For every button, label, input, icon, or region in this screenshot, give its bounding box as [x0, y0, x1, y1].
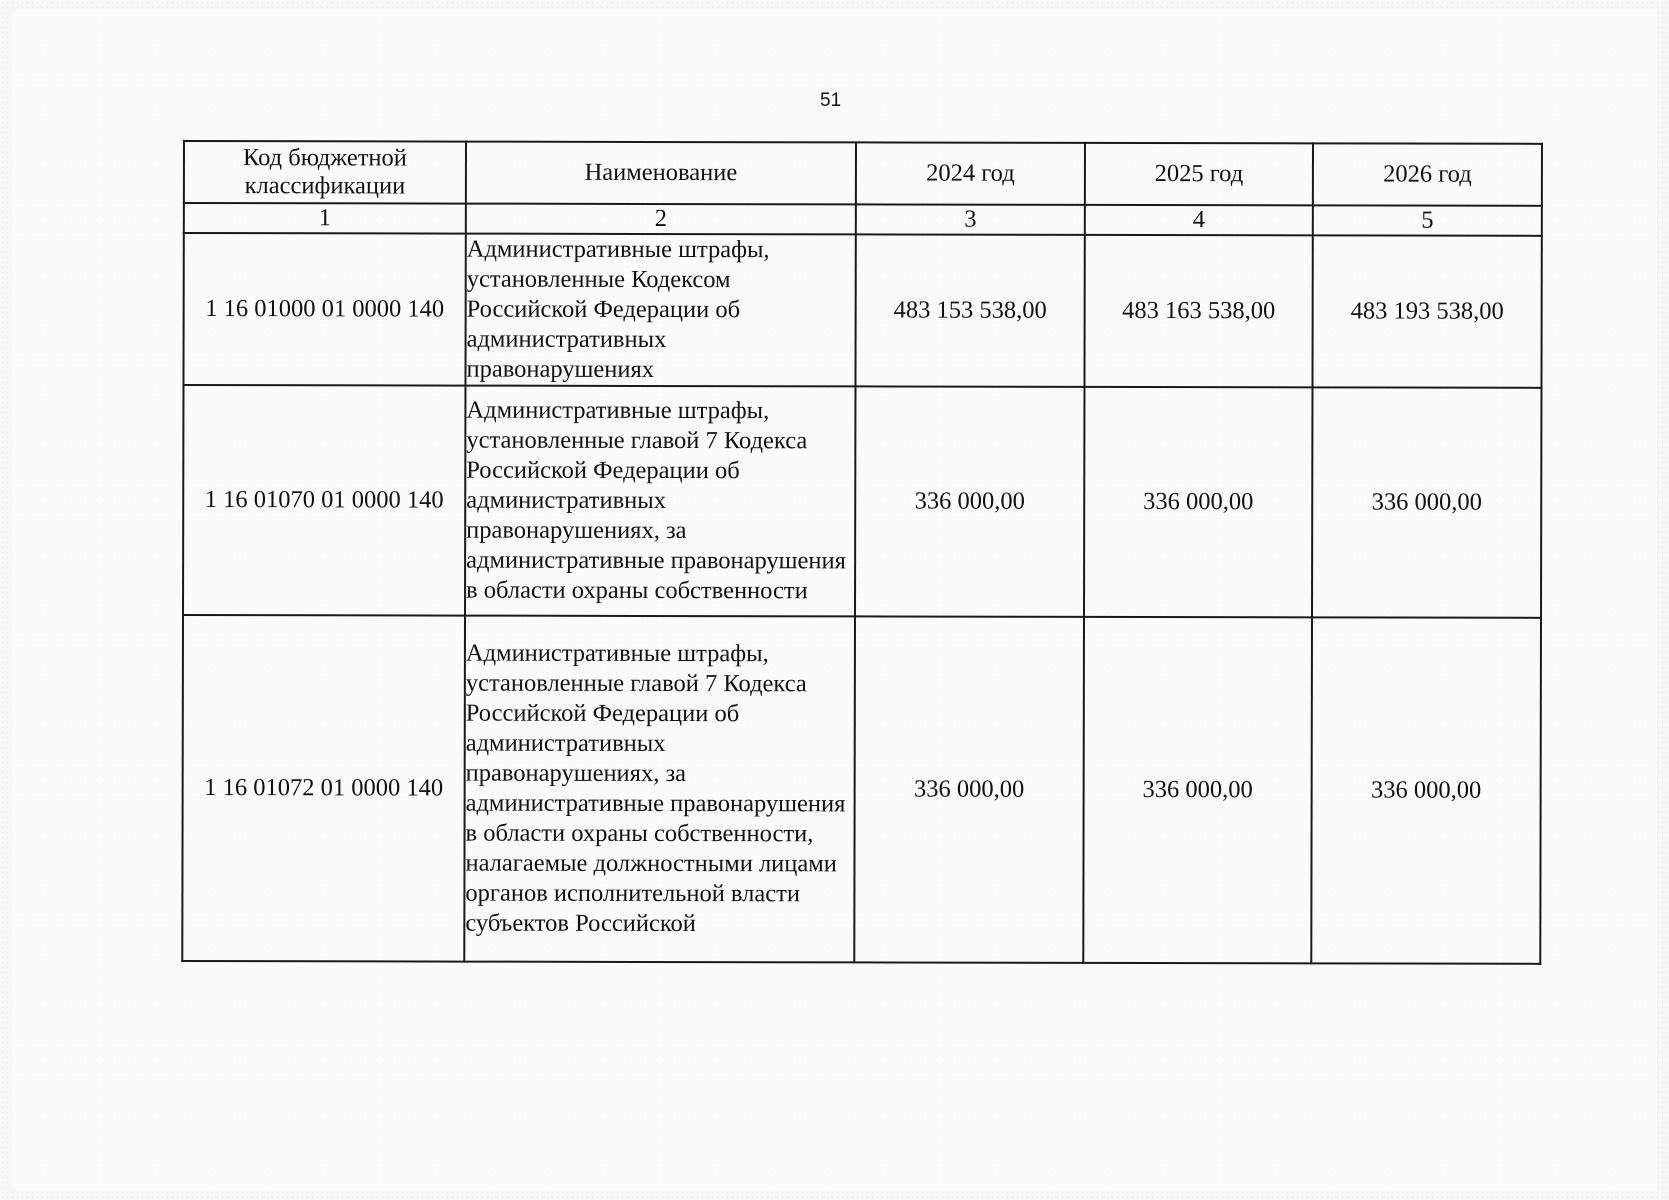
header-2026: 2026 год: [1313, 143, 1542, 205]
row-name: Административные штрафы, установленные Кодексом Российской Федерации об административных правонарушениях: [465, 234, 855, 387]
budget-table: [181, 140, 1543, 965]
header-code: Код бюджетной классификации: [184, 141, 466, 204]
table-row: [183, 385, 1541, 618]
column-number: 5: [1313, 205, 1542, 235]
table-row: [183, 233, 1541, 388]
row-amount-2025: 336 000,00: [1084, 387, 1312, 617]
column-number: 1: [184, 203, 466, 234]
row-amount-2026: 336 000,00: [1312, 387, 1541, 617]
row-amount-2025: 336 000,00: [1083, 617, 1312, 963]
row-amount-2024: 483 153 538,00: [855, 234, 1084, 386]
row-name: Административные штрафы, установленные главой 7 Кодекса Российской Федерации об административных правонарушениях, за административные правонарушения в области охраны собственности, налагаемые должностными лицами органов исполнительной власти субъектов Российской: [464, 616, 855, 963]
row-code: 1 16 01072 01 0000 140: [182, 615, 465, 962]
row-amount-2024: 336 000,00: [855, 386, 1084, 616]
header-2025: 2025 год: [1085, 143, 1313, 205]
table-header-row: [184, 141, 1542, 206]
row-name: Административные штрафы, установленные главой 7 Кодекса Российской Федерации об административных правонарушениях, за административные правонарушения в области охраны собственности: [465, 386, 855, 617]
row-amount-2026: 336 000,00: [1311, 617, 1541, 963]
row-code: 1 16 01070 01 0000 140: [183, 385, 465, 616]
row-code: 1 16 01000 01 0000 140: [183, 233, 465, 386]
row-amount-2024: 336 000,00: [854, 616, 1084, 962]
page-number: 51: [820, 90, 842, 111]
column-number: 4: [1085, 205, 1313, 235]
column-number-row: [184, 203, 1542, 236]
row-amount-2025: 483 163 538,00: [1084, 235, 1312, 387]
header-name: Наименование: [466, 142, 856, 205]
column-number: 2: [466, 204, 856, 235]
table-row: [182, 615, 1541, 964]
header-2024: 2024 год: [856, 142, 1085, 204]
column-number: 3: [856, 204, 1085, 234]
row-amount-2026: 483 193 538,00: [1312, 235, 1541, 387]
